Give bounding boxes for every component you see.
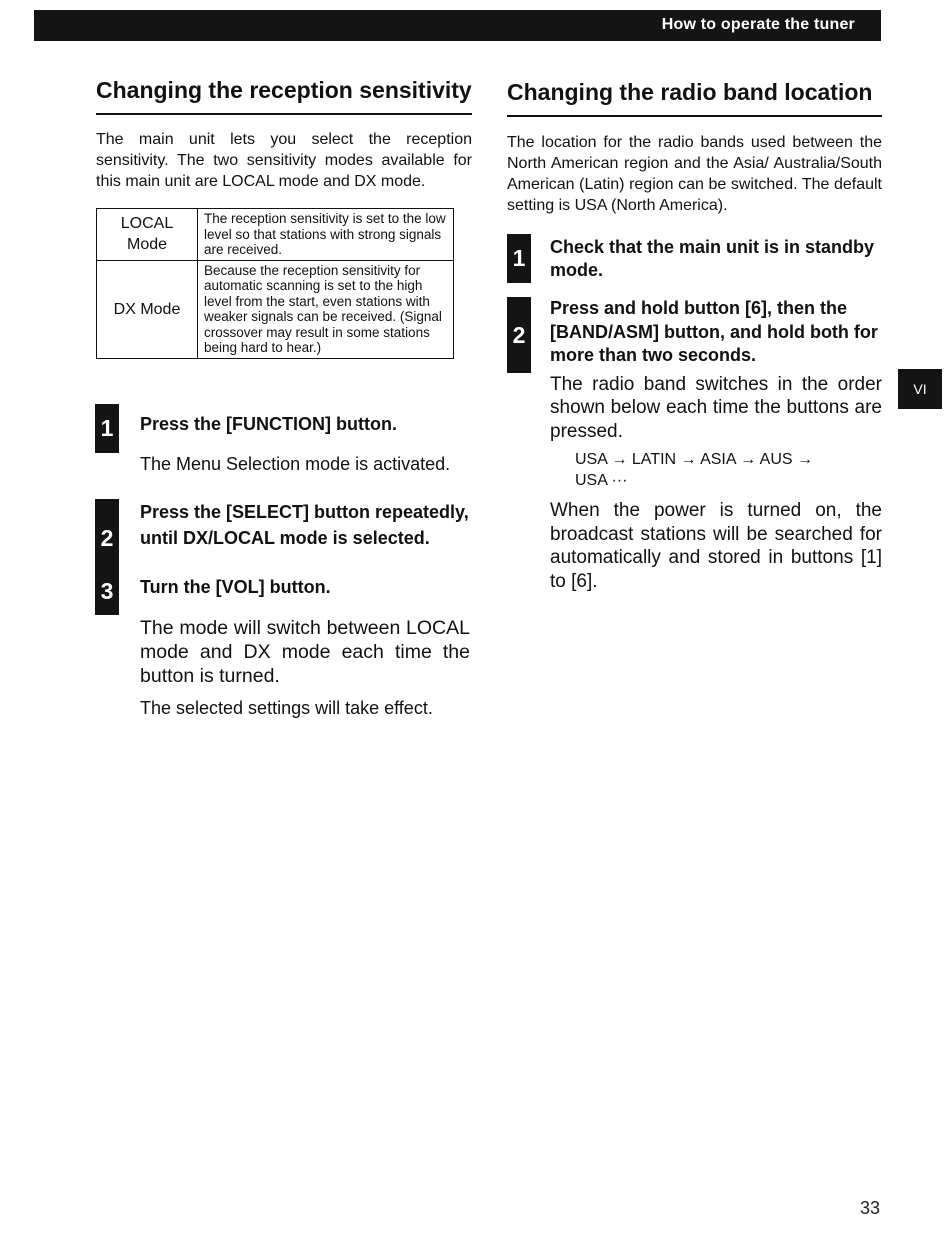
sequence-line: USA ··· (575, 472, 628, 489)
reception-step-2 (95, 499, 474, 551)
step-number-badge: 1 (95, 404, 119, 453)
chapter-tab: VI (898, 369, 942, 409)
sensitivity-mode-table (96, 208, 454, 359)
reception-step-1 (95, 404, 474, 477)
section-title-band-location: Changing the radio band location (507, 78, 882, 117)
step-body: The radio band switches in the order shown below each time the buttons are pressed. (550, 373, 882, 442)
step-title: Press and hold button [6], then the [BAND/ASM] button, and hold both for more than two seconds. (550, 298, 878, 365)
step-body: The mode will switch between LOCAL mode and DX mode each time the button is turned. (140, 617, 470, 687)
step-number-badge: 3 (95, 568, 119, 615)
band-order-sequence (507, 449, 882, 491)
left-column (96, 76, 474, 721)
reception-intro: The main unit lets you select the reception sensitivity. The two sensitivity modes available for this main unit are LOCAL mode and DX mode. (96, 131, 472, 190)
band-step-1 (507, 234, 882, 282)
mode-description-cell: The reception sensitivity is set to the low level so that stations with strong signals are received. (198, 209, 454, 261)
table-row (97, 260, 454, 358)
band-step-2 (507, 297, 882, 593)
mode-description-cell: Because the reception sensitivity for automatic scanning is set to the high level from the start, even stations with weaker signals can be received. (Signal crossover may result in some stations being hard to hear.) (198, 260, 454, 358)
table-row (97, 209, 454, 261)
band-location-intro: The location for the radio bands used between the North American region and the Asia/ Australia/South American (Latin) region can be switched. The default setting is USA (North America). (507, 134, 882, 214)
step-title: Turn the [VOL] button. (140, 577, 331, 597)
mode-name-cell (97, 209, 198, 261)
step-note: When the power is turned on, the broadcast stations will be searched for automatically and stored in buttons [1] to [6]. (550, 500, 882, 592)
right-column (507, 78, 882, 593)
step-body: The selected settings will take effect. (140, 698, 433, 718)
step-body: The Menu Selection mode is activated. (140, 453, 451, 474)
sequence-line: USA → LATIN → ASIA → AUS → (575, 451, 813, 468)
mode-name-cell: DX Mode (97, 260, 198, 358)
section-title-reception: Changing the reception sensitivity (96, 76, 472, 115)
header-bar (34, 10, 881, 41)
step-title: Press the [FUNCTION] button. (140, 413, 397, 434)
step-number-badge: 1 (507, 234, 531, 283)
reception-step-3 (95, 568, 474, 721)
step-number-badge: 2 (507, 297, 531, 373)
page-number: 33 (860, 1198, 881, 1218)
header-title: How to operate the tuner (661, 16, 855, 33)
step-title: Press the [SELECT] button repeatedly, until DX/LOCAL mode is selected. (140, 502, 469, 548)
step-title: Check that the main unit is in standby mode. (550, 237, 875, 280)
step-number-badge: 2 (95, 499, 119, 578)
mode-name: LOCAL Mode (120, 215, 174, 254)
